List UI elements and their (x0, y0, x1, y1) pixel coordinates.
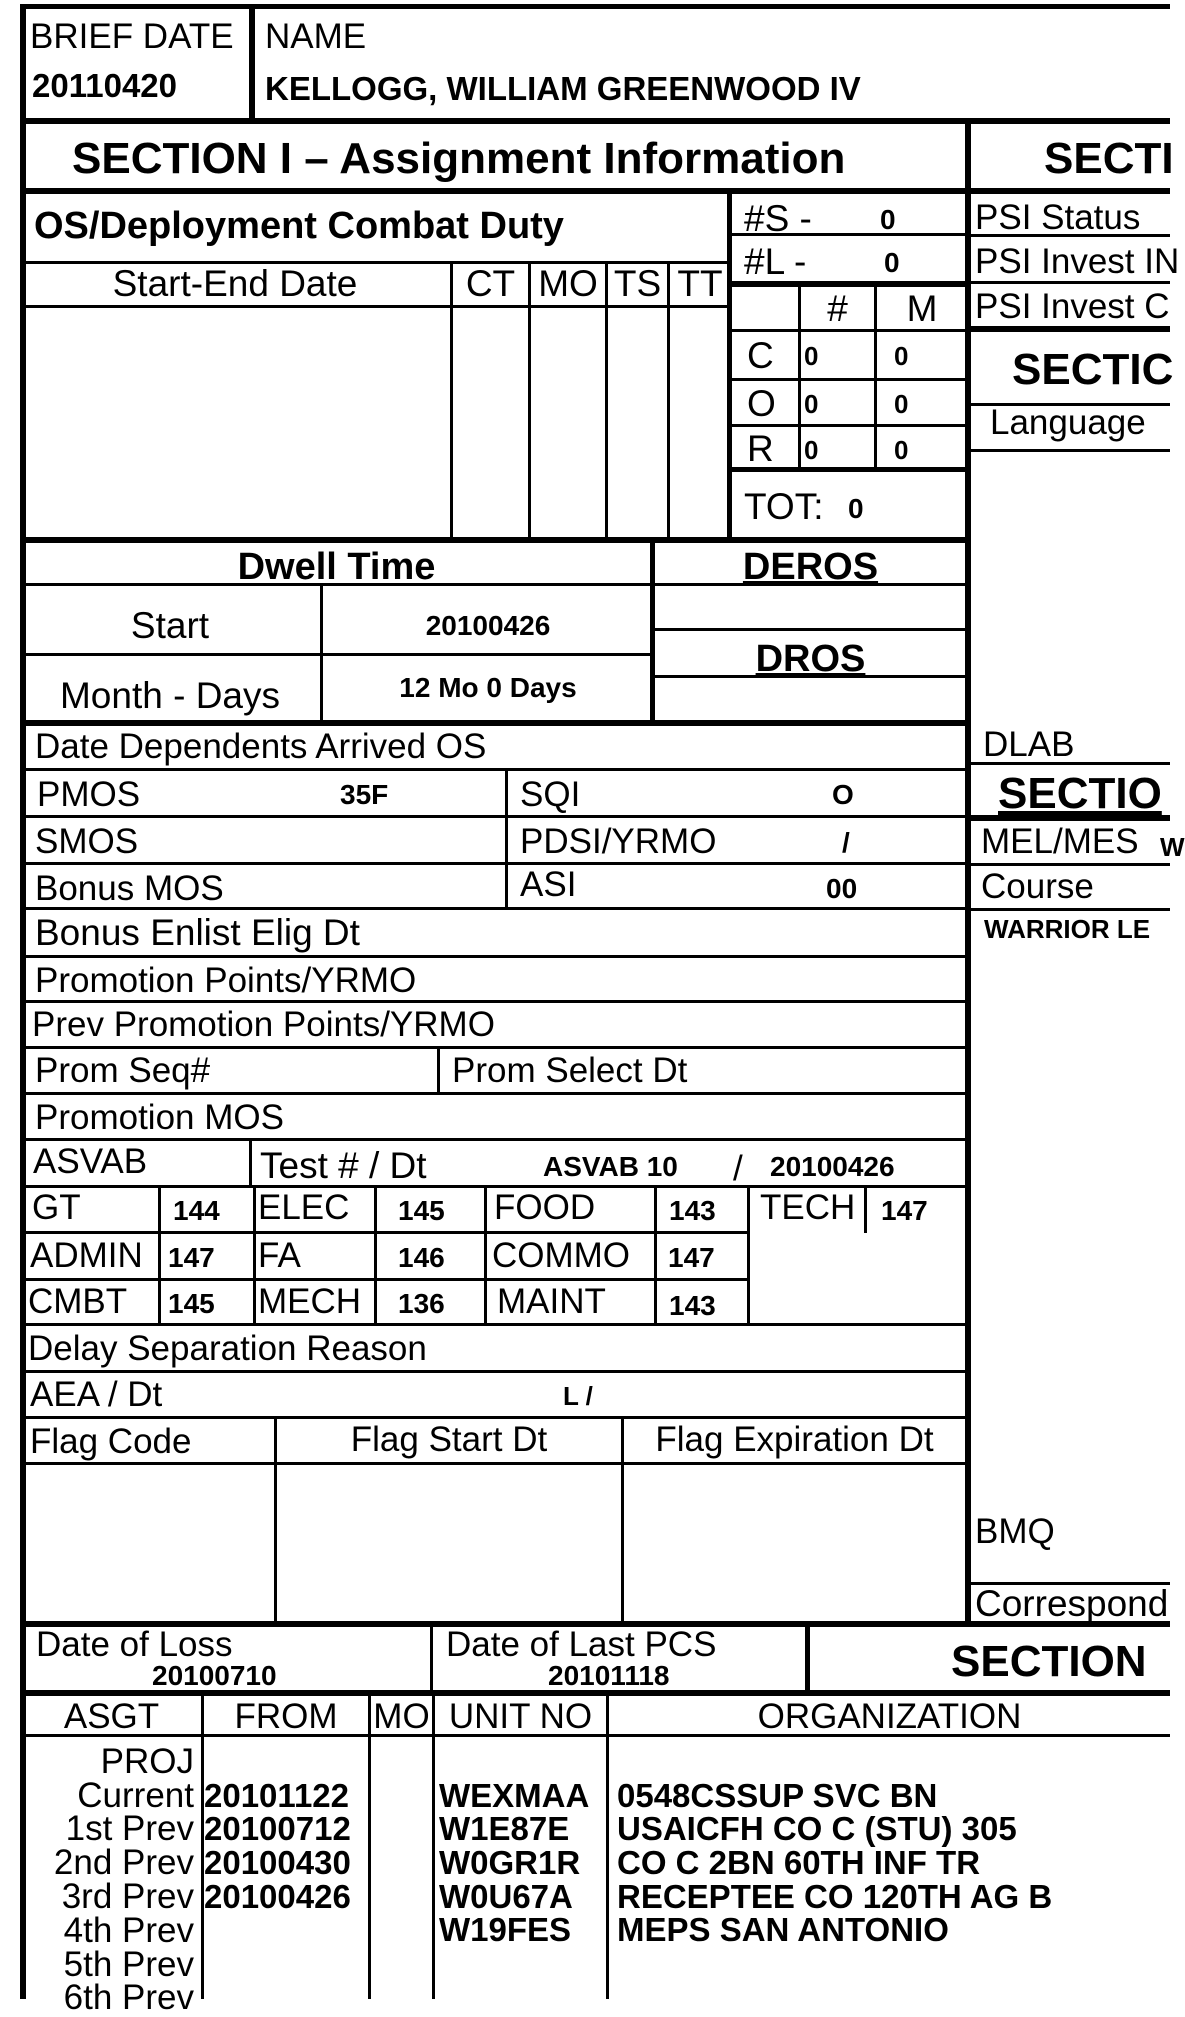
asvab-c1 (158, 1185, 161, 1324)
pdsi-label: PDSI/YRMO (520, 822, 717, 861)
prom-seq-split (437, 1046, 440, 1093)
l-count-value: 0 (884, 247, 900, 278)
row-smos (20, 862, 968, 865)
asgt-row-unit: W0U67A (439, 1878, 573, 1915)
maint-label: MAINT (497, 1282, 606, 1321)
food-score: 143 (669, 1195, 716, 1226)
unit-no-header: UNIT NO (448, 1697, 593, 1736)
aea-value: L / (563, 1381, 593, 1411)
organization-header: ORGANIZATION (757, 1697, 1022, 1736)
dlab-label: DLAB (983, 725, 1075, 764)
promotion-mos-label: Promotion MOS (35, 1098, 284, 1137)
top-border (20, 4, 1170, 9)
grid-o-m: 0 (894, 389, 909, 419)
flag-header-divider (20, 1462, 968, 1465)
mos-split (505, 768, 508, 908)
psi-invest-in-label: PSI Invest IN (975, 242, 1180, 281)
asvab-row2 (20, 1231, 750, 1234)
rc-l3 (968, 281, 1170, 284)
asi-value: 00 (826, 873, 858, 904)
grid-o-num: 0 (804, 389, 819, 419)
asvab-bottom (20, 1323, 968, 1326)
asgt-c3 (432, 1693, 435, 1999)
brief-date-value: 20110420 (32, 67, 178, 104)
pmos-value: 35F (340, 779, 389, 810)
asgt-row-org: CO C 2BN 60TH INF TR (617, 1844, 981, 1881)
os-split (727, 190, 732, 540)
row-promo-points (20, 1000, 968, 1003)
sqi-value: O (832, 779, 854, 810)
asgt-row-org: RECEPTEE CO 120TH AG B (617, 1878, 1053, 1915)
prom-seq-label: Prom Seq# (35, 1051, 211, 1090)
asgt-row-unit: W0GR1R (439, 1844, 581, 1881)
row-prev-promo (20, 1046, 968, 1049)
pmos-label: PMOS (37, 775, 141, 814)
sqi-label: SQI (520, 775, 581, 814)
name-label: NAME (265, 17, 367, 56)
row-promo-mos (20, 1138, 968, 1141)
right-section-c-title: SECTIO (998, 769, 1162, 818)
col-line-mo (528, 261, 531, 537)
grid-row3 (730, 424, 968, 427)
dros-label: DROS (755, 638, 866, 680)
s-count-label: #S - (744, 198, 812, 239)
prev-promotion-points-label: Prev Promotion Points/YRMO (32, 1005, 495, 1044)
language-label: Language (990, 403, 1146, 442)
rc-l1 (968, 188, 1170, 194)
psi-status-label: PSI Status (975, 198, 1141, 237)
asvab-slash: / (733, 1149, 743, 1188)
asgt-row-label: 4th Prev (63, 1911, 194, 1950)
col-header-ct: CT (465, 263, 516, 304)
section1-title-divider (20, 188, 968, 194)
col-line-tt (667, 261, 670, 537)
asgt-row-label: 5th Prev (63, 1945, 194, 1984)
gt-label: GT (32, 1188, 81, 1227)
tech-label: TECH (760, 1188, 856, 1227)
psi-invest-c-label: PSI Invest C (975, 287, 1170, 326)
admin-score: 147 (168, 1242, 215, 1273)
asgt-row-label: PROJ (100, 1742, 194, 1781)
rc-l10 (968, 908, 1170, 911)
dwell-md-label: Month - Days (59, 675, 280, 716)
prom-select-label: Prom Select Dt (452, 1051, 688, 1090)
aea-label: AEA / Dt (30, 1375, 163, 1414)
asgt-row-unit: WEXMAA (439, 1777, 590, 1814)
flag-code-label: Flag Code (30, 1422, 192, 1461)
asvab-c5 (654, 1185, 657, 1324)
row-aea (20, 1416, 968, 1419)
header-split (249, 4, 255, 121)
asvab-label: ASVAB (33, 1142, 148, 1181)
mech-score: 136 (398, 1288, 445, 1319)
promotion-points-label: Promotion Points/YRMO (35, 961, 417, 1000)
commo-score: 147 (668, 1242, 715, 1273)
s-count-value: 0 (880, 204, 896, 235)
tech-score: 147 (881, 1195, 928, 1226)
grid-c-m: 0 (894, 341, 909, 371)
mel-mes-label: MEL/MES (981, 822, 1139, 861)
gt-score: 144 (173, 1195, 220, 1226)
dwell-md-value: 12 Mo 0 Days (399, 672, 577, 703)
asvab-split (249, 1138, 252, 1186)
row-pmos (20, 815, 968, 818)
right-section-a-title: SECTI (1044, 134, 1174, 183)
row-dep (20, 768, 968, 771)
asgt-row-from: 20100426 (204, 1878, 351, 1915)
col-header-tt: TT (677, 263, 723, 304)
course-value: WARRIOR LE (984, 914, 1151, 944)
tot-label: TOT: (744, 486, 824, 527)
asvab-test-date: 20100426 (770, 1151, 895, 1182)
col-header-mo: MO (538, 263, 598, 304)
mo-header: MO (373, 1697, 430, 1736)
asvab-c6 (747, 1185, 750, 1324)
grid-letter-c: C (747, 335, 774, 376)
from-header: FROM (234, 1697, 338, 1736)
food-label: FOOD (494, 1188, 596, 1227)
asgt-row-org: MEPS SAN ANTONIO (617, 1911, 949, 1948)
grid-c-num: 0 (804, 341, 819, 371)
asgt-row-org: USAICFH CO C (STU) 305 (617, 1810, 1017, 1847)
col-header-ts: TS (613, 263, 662, 304)
date-of-loss-label: Date of Loss (36, 1625, 233, 1664)
dwell-row-divider (20, 653, 653, 656)
asgt-row-org: 0548CSSUP SVC BN (617, 1777, 938, 1814)
admin-label: ADMIN (30, 1236, 143, 1275)
start-end-label: Start-End Date (112, 263, 358, 304)
grid-r-m: 0 (894, 435, 909, 465)
header-divider (20, 118, 1170, 124)
dwell-top (20, 537, 968, 543)
mel-mes-value: W (1160, 832, 1185, 862)
maint-score: 143 (669, 1290, 716, 1321)
os-deployment-label: OS/Deployment Combat Duty (34, 205, 564, 247)
rc-l6 (968, 449, 1170, 452)
brief-date-label: BRIEF DATE (30, 17, 234, 56)
asvab-c7 (864, 1185, 867, 1233)
deros-label: DEROS (742, 546, 879, 588)
correspondence-label: Correspond (975, 1583, 1169, 1624)
tot-value: 0 (848, 493, 864, 524)
asgt-row-label: 2nd Prev (53, 1843, 194, 1882)
delay-separation-label: Delay Separation Reason (28, 1329, 427, 1368)
date-of-loss-value: 20100710 (152, 1660, 277, 1691)
smos-label: SMOS (35, 822, 139, 861)
asgt-c4 (606, 1693, 609, 1999)
asi-label: ASI (520, 865, 577, 904)
mech-label: MECH (258, 1282, 362, 1321)
asgt-row-label: 1st Prev (65, 1809, 194, 1848)
dros-top (652, 628, 968, 631)
grid-r-num: 0 (804, 435, 819, 465)
col-line-ct (450, 261, 453, 537)
dwell-bottom (20, 720, 968, 726)
asgt-c2 (368, 1693, 371, 1999)
flag-start-label: Flag Start Dt (350, 1420, 548, 1459)
dwell-start-label: Start (130, 605, 210, 646)
last-pcs-label: Date of Last PCS (446, 1625, 717, 1664)
grid-hash-header: # (827, 288, 848, 329)
asvab-c4 (484, 1185, 487, 1324)
asgt-row-unit: W1E87E (439, 1810, 570, 1847)
grid-letter-r: R (747, 428, 774, 469)
loss-split (430, 1623, 433, 1693)
asvab-c2 (253, 1185, 256, 1324)
start-end-divider (20, 305, 730, 308)
right-section-d-title: SECTION (951, 1637, 1147, 1686)
rc-l4 (968, 326, 1170, 332)
grid-row1 (730, 329, 968, 332)
course-label: Course (981, 867, 1094, 906)
flag-expiration-label: Flag Expiration Dt (655, 1420, 934, 1459)
asgt-row-label: Current (77, 1776, 194, 1815)
bonus-enlist-label: Bonus Enlist Elig Dt (35, 912, 360, 953)
asgt-row-label: 3rd Prev (61, 1877, 194, 1916)
asgt-row-from: 20100712 (204, 1810, 351, 1847)
col-line-ts (605, 261, 608, 537)
asgt-row-label: 6th Prev (63, 1978, 194, 2017)
grid-letter-o: O (747, 383, 776, 424)
asgt-row-from: 20100430 (204, 1844, 351, 1881)
dwell-title: Dwell Time (237, 546, 436, 588)
asvab-test-value: ASVAB 10 (543, 1151, 678, 1182)
commo-label: COMMO (492, 1236, 631, 1275)
bmq-label: BMQ (975, 1512, 1055, 1551)
row-delay (20, 1370, 968, 1373)
name-value: KELLOGG, WILLIAM GREENWOOD IV (265, 70, 861, 107)
test-dt-label: Test # / Dt (260, 1145, 427, 1186)
asgt-row-unit: W19FES (439, 1911, 572, 1948)
dwell-start-value: 20100426 (425, 610, 551, 641)
cmbt-label: CMBT (28, 1282, 128, 1321)
asvab-c3 (374, 1185, 377, 1324)
row-prom-seq (20, 1092, 968, 1095)
row-bonus-enlist (20, 955, 968, 958)
fa-score: 146 (398, 1242, 445, 1273)
section1-title: SECTION I – Assignment Information (72, 134, 846, 183)
l-count-label: #L - (744, 241, 807, 282)
pdsi-value: / (842, 827, 850, 858)
bonus-mos-label: Bonus MOS (35, 869, 224, 908)
elec-label: ELEC (258, 1188, 350, 1227)
grid-row2 (730, 378, 968, 381)
loss-split2 (805, 1623, 810, 1693)
right-section-b-title: SECTIC (1012, 345, 1174, 394)
asgt-header: ASGT (63, 1697, 160, 1736)
grid-m-header: M (906, 288, 938, 329)
column-split (965, 118, 971, 1624)
cmbt-score: 145 (168, 1288, 215, 1319)
rc-l9 (968, 863, 1170, 866)
asgt-row-from: 20101122 (204, 1777, 350, 1814)
elec-score: 145 (398, 1195, 445, 1226)
asvab-row3 (20, 1278, 750, 1281)
last-pcs-value: 20101118 (548, 1660, 670, 1691)
dependents-arrived-label: Date Dependents Arrived OS (35, 727, 487, 766)
fa-label: FA (258, 1236, 301, 1275)
